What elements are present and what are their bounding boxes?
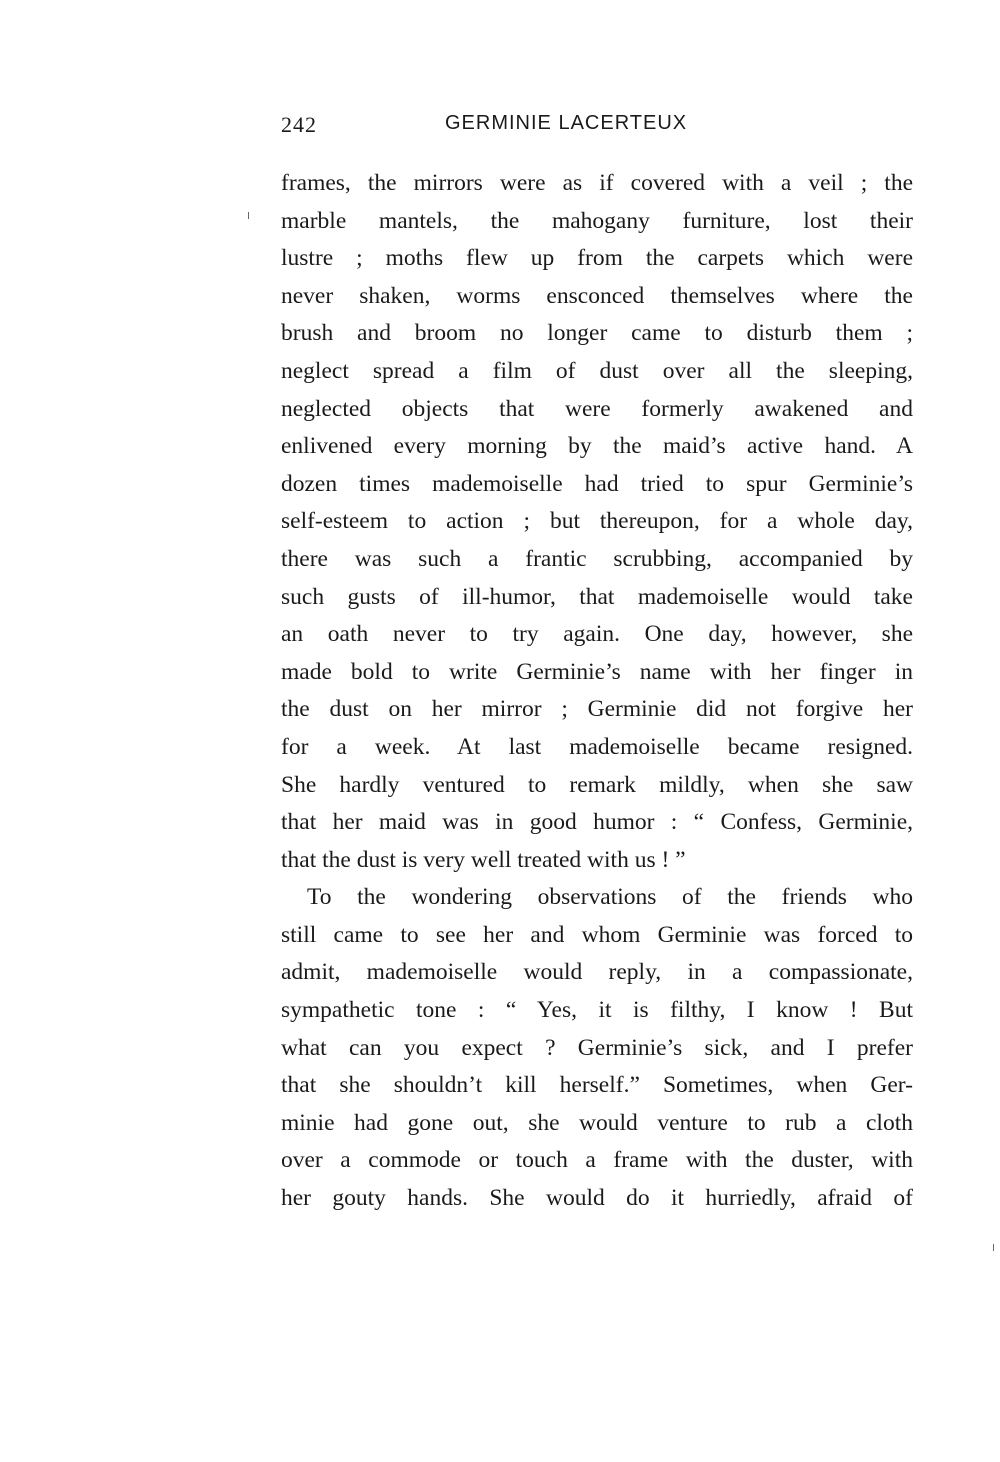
- text-line: that she shouldn’t kill herself.” Sometimes, when Ger-: [281, 1072, 913, 1099]
- text-line: frames, the mirrors were as if covered with a veil ; the: [281, 170, 913, 196]
- text-line: admit, mademoiselle would reply, in a compassionate,: [281, 959, 913, 986]
- text-line: dozen times mademoiselle had tried to spur Germinie’s: [281, 470, 913, 497]
- text-line: minie had gone out, she would venture to rub a cloth: [281, 1109, 913, 1136]
- paragraph-2: [281, 879, 913, 1217]
- text-line: such gusts of ill-humor, that mademoiselle would take: [281, 583, 913, 610]
- text-line: there was such a frantic scrubbing, accompanied by: [281, 545, 913, 572]
- text-line: enlivened every morning by the maid’s active hand. A: [281, 433, 913, 460]
- text-line: lustre ; moths flew up from the carpets which were: [281, 245, 913, 272]
- text-line: marble mantels, the mahogany furniture, lost their: [281, 207, 913, 234]
- text-line: sympathetic tone : “ Yes, it is filthy, I know ! But: [281, 997, 913, 1024]
- text-line: brush and broom no longer came to disturb them ;: [281, 320, 913, 347]
- body-text: [281, 165, 913, 1218]
- text-line: for a week. At last mademoiselle became resigned.: [281, 733, 913, 760]
- text-line: To the wondering observations of the friends who: [307, 884, 913, 911]
- scan-speck: [248, 212, 249, 219]
- paragraph-1: [281, 165, 913, 879]
- text-line: neglect spread a film of dust over all the sleeping,: [281, 357, 913, 384]
- page-number: 242: [281, 112, 317, 137]
- text-line: She hardly ventured to remark mildly, when she saw: [281, 771, 913, 798]
- text-line: never shaken, worms ensconced themselves where the: [281, 282, 913, 309]
- text-line: that the dust is very well treated with us ! ”: [281, 846, 686, 873]
- text-line: the dust on her mirror ; Germinie did not forgive her: [281, 696, 913, 723]
- text-line: made bold to write Germinie’s name with her finger in: [281, 658, 913, 685]
- text-line: her gouty hands. She would do it hurriedly, afraid of: [281, 1185, 913, 1212]
- text-line: neglected objects that were formerly awakened and: [281, 395, 913, 422]
- scan-speck: [993, 1244, 994, 1251]
- text-line: an oath never to try again. One day, however, she: [281, 621, 913, 648]
- text-line: still came to see her and whom Germinie was forced to: [281, 921, 913, 948]
- running-head: [281, 112, 913, 142]
- text-line: that her maid was in good humor : “ Confess, Germinie,: [281, 809, 913, 836]
- text-line: what can you expect ? Germinie’s sick, and I prefer: [281, 1034, 913, 1061]
- running-title: GERMINIE LACERTEUX: [445, 112, 688, 134]
- text-line: self-esteem to action ; but thereupon, for a whole day,: [281, 508, 913, 535]
- text-line: over a commode or touch a frame with the duster, with: [281, 1147, 913, 1174]
